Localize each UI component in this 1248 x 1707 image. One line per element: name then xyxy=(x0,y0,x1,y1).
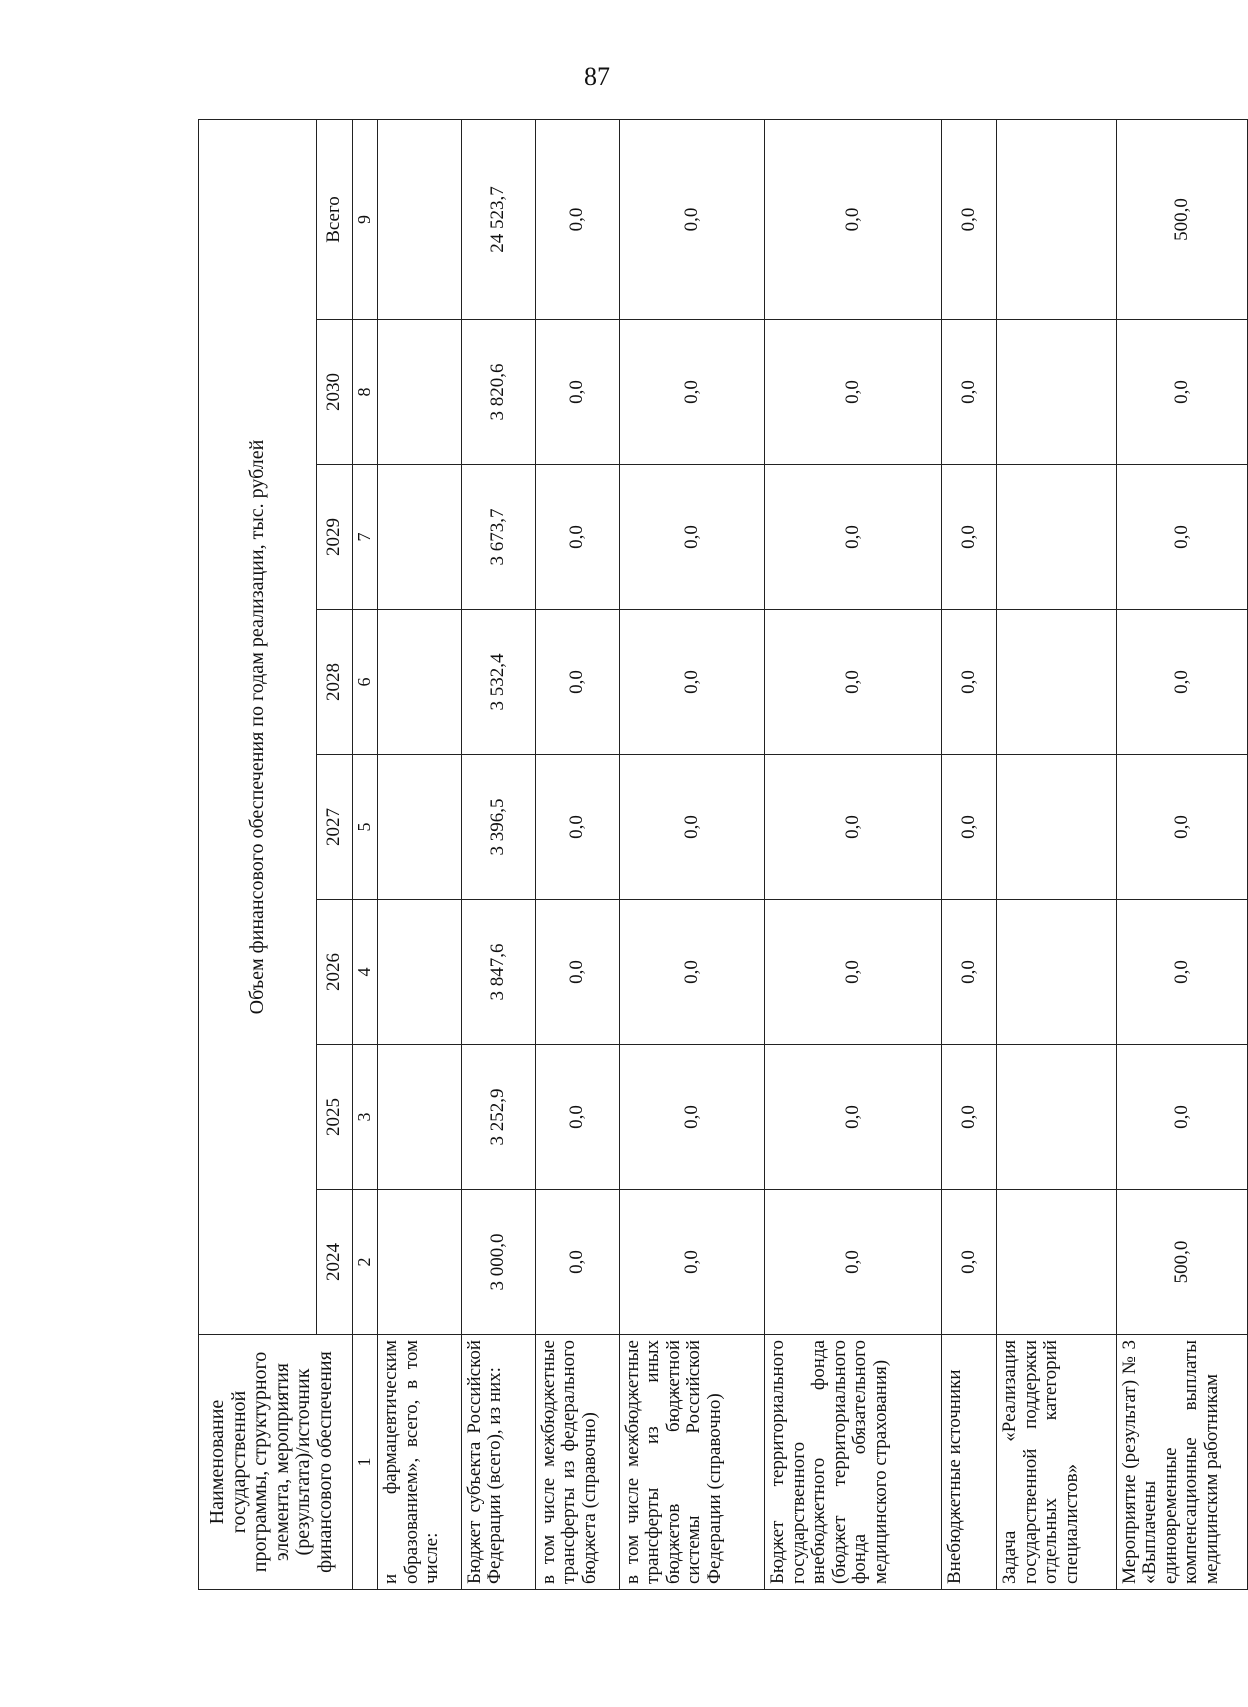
year-header: 2030 xyxy=(317,320,353,465)
value-cell: 0,0 xyxy=(942,900,997,1045)
value-cell: 0,0 xyxy=(535,119,619,319)
financing-group-header: Объем финансового обеспечения по годам реализации, тыс. рублей xyxy=(199,119,317,1334)
year-header: 2027 xyxy=(317,755,353,900)
value-cell: 0,0 xyxy=(942,1045,997,1190)
table-row xyxy=(765,119,942,1589)
name-column-header: Наименование государственной программы, структурного элемента, мероприятия (результата)/источник финансового обеспечения xyxy=(199,1335,353,1590)
rotated-table-wrapper xyxy=(198,120,1248,1590)
value-cell xyxy=(378,465,462,610)
value-cell xyxy=(378,755,462,900)
value-cell xyxy=(997,320,1117,465)
value-cell: 500,0 xyxy=(1116,119,1247,319)
value-cell: 0,0 xyxy=(619,1190,765,1335)
value-cell: 0,0 xyxy=(765,1045,942,1190)
value-cell: 0,0 xyxy=(765,610,942,755)
row-name: в том числе межбюджетные трансферты из иных бюджетов бюджетной системы Российской Федерации (справочно) xyxy=(619,1335,765,1590)
row-name: и фармацевтическим образованием», всего, в том числе: xyxy=(378,1335,462,1590)
value-cell: 0,0 xyxy=(765,755,942,900)
value-cell: 0,0 xyxy=(1116,755,1247,900)
row-name: Мероприятие (результат) № 3 «Выплачены единовременные компенсационные выплаты медицинским работникам xyxy=(1116,1335,1247,1590)
row-name: Бюджет субъекта Российской Федерации (всего), из них: xyxy=(461,1335,535,1590)
value-cell xyxy=(997,1045,1117,1190)
value-cell xyxy=(378,119,462,319)
value-cell: 0,0 xyxy=(619,465,765,610)
value-cell: 0,0 xyxy=(1116,320,1247,465)
value-cell xyxy=(997,610,1117,755)
row-name: Бюджет территориального государственного внебюджетного фонда (бюджет территориального фонда обязательного медицинского страхования) xyxy=(765,1335,942,1590)
value-cell: 0,0 xyxy=(535,900,619,1045)
value-cell: 0,0 xyxy=(619,320,765,465)
value-cell xyxy=(997,1190,1117,1335)
value-cell: 3 532,4 xyxy=(461,610,535,755)
value-cell: 0,0 xyxy=(535,1190,619,1335)
value-cell: 3 673,7 xyxy=(461,465,535,610)
value-cell: 0,0 xyxy=(942,610,997,755)
value-cell: 0,0 xyxy=(619,900,765,1045)
column-number: 2 xyxy=(353,1190,378,1335)
value-cell: 0,0 xyxy=(942,320,997,465)
value-cell xyxy=(378,1045,462,1190)
value-cell: 0,0 xyxy=(619,755,765,900)
value-cell: 0,0 xyxy=(1116,465,1247,610)
row-name: Внебюджетные источники xyxy=(942,1335,997,1590)
table-row xyxy=(619,119,765,1589)
value-cell: 0,0 xyxy=(619,610,765,755)
value-cell: 3 000,0 xyxy=(461,1190,535,1335)
table-row xyxy=(1116,119,1247,1589)
total-header: Всего xyxy=(317,119,353,319)
year-header: 2029 xyxy=(317,465,353,610)
column-number: 4 xyxy=(353,900,378,1045)
page-number: 87 xyxy=(584,62,610,91)
column-number: 6 xyxy=(353,610,378,755)
year-header: 2028 xyxy=(317,610,353,755)
column-numbers-row xyxy=(353,119,378,1589)
value-cell: 0,0 xyxy=(942,119,997,319)
value-cell xyxy=(997,755,1117,900)
value-cell xyxy=(997,119,1117,319)
value-cell: 500,0 xyxy=(1116,1190,1247,1335)
column-number: 3 xyxy=(353,1045,378,1190)
value-cell: 0,0 xyxy=(942,755,997,900)
value-cell: 24 523,7 xyxy=(461,119,535,319)
value-cell xyxy=(378,1190,462,1335)
column-number: 9 xyxy=(353,119,378,319)
row-name: Задача «Реализация государственной поддержки отдельных категорий специалистов» xyxy=(997,1335,1117,1590)
value-cell xyxy=(997,900,1117,1045)
value-cell: 0,0 xyxy=(535,755,619,900)
table-row xyxy=(997,119,1117,1589)
value-cell: 0,0 xyxy=(619,1045,765,1190)
value-cell: 0,0 xyxy=(535,465,619,610)
value-cell: 0,0 xyxy=(765,320,942,465)
financing-table xyxy=(198,119,1248,1590)
table-row xyxy=(461,119,535,1589)
value-cell xyxy=(378,320,462,465)
year-header: 2024 xyxy=(317,1190,353,1335)
value-cell xyxy=(997,465,1117,610)
value-cell xyxy=(378,610,462,755)
value-cell: 0,0 xyxy=(765,465,942,610)
value-cell: 3 252,9 xyxy=(461,1045,535,1190)
value-cell: 0,0 xyxy=(535,320,619,465)
column-number: 7 xyxy=(353,465,378,610)
value-cell: 0,0 xyxy=(1116,1045,1247,1190)
value-cell: 0,0 xyxy=(1116,610,1247,755)
value-cell: 0,0 xyxy=(942,465,997,610)
value-cell: 3 820,6 xyxy=(461,320,535,465)
value-cell: 0,0 xyxy=(1116,900,1247,1045)
value-cell: 0,0 xyxy=(535,610,619,755)
value-cell: 0,0 xyxy=(765,900,942,1045)
year-header: 2025 xyxy=(317,1045,353,1190)
value-cell: 3 847,6 xyxy=(461,900,535,1045)
column-number: 8 xyxy=(353,320,378,465)
column-number: 1 xyxy=(353,1335,378,1590)
value-cell: 0,0 xyxy=(765,1190,942,1335)
value-cell: 0,0 xyxy=(619,119,765,319)
column-number: 5 xyxy=(353,755,378,900)
value-cell: 0,0 xyxy=(942,1190,997,1335)
value-cell: 0,0 xyxy=(765,119,942,319)
row-name: в том числе межбюджетные трансферты из федерального бюджета (справочно) xyxy=(535,1335,619,1590)
value-cell: 0,0 xyxy=(535,1045,619,1190)
table-row xyxy=(942,119,997,1589)
value-cell: 3 396,5 xyxy=(461,755,535,900)
year-header: 2026 xyxy=(317,900,353,1045)
table-row xyxy=(378,119,462,1589)
value-cell xyxy=(378,900,462,1045)
table-row xyxy=(535,119,619,1589)
